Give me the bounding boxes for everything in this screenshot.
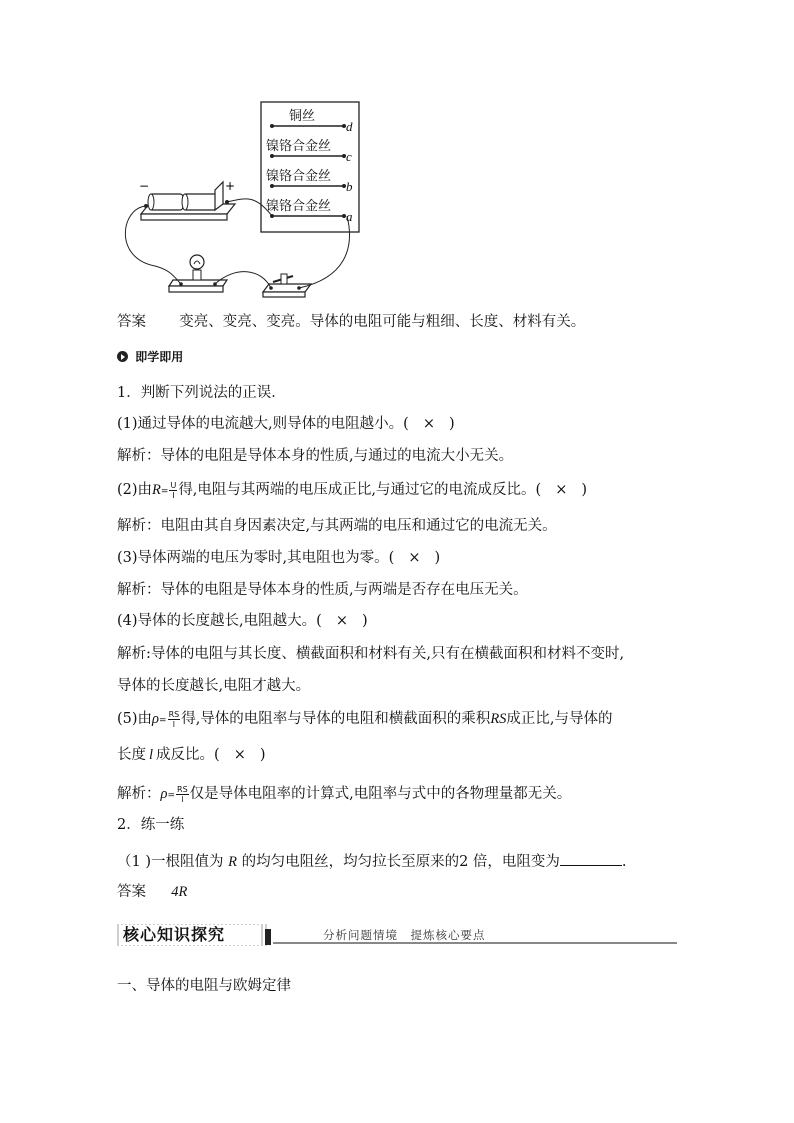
cross-mark: × (233, 747, 246, 763)
q1-analysis-4-line1: 解析:导体的电阻与其长度、横截面积和材料有关,只有在横截面积和材料不变时, (117, 646, 625, 662)
terminal-c: c (346, 149, 352, 164)
formula-fraction: $\frac{U}{I}$ (170, 480, 177, 500)
q2-item-1: （1 )一根阻值为 R 的均匀电阻丝，均匀拉长至原来的2 倍，电阻变为 . (117, 851, 627, 872)
heading-1: 一、导体的电阻与欧姆定律 (117, 978, 291, 994)
q2-answer: 答案 4R (117, 884, 188, 900)
section-banner (117, 924, 677, 946)
q1-analysis-4-line2: 导体的长度越长,电阻才越大。 (117, 678, 311, 694)
cross-mark: × (555, 482, 568, 498)
practice-header (117, 348, 183, 365)
wire-label-copper: 铜丝 (289, 109, 316, 124)
section-title: 核心知识探究 (123, 925, 226, 944)
q1-title: 1．判断下列说法的正误． (117, 385, 286, 401)
answer-label: 答案 (117, 314, 146, 330)
cross-mark: × (408, 550, 421, 566)
q1-analysis-3: 解析：导体的电阻是导体本身的性质,与两端是否存在电压无关。 (117, 582, 528, 598)
wire-label-nichrome-3: 镍铬合金丝 (266, 199, 332, 214)
q1-item-1: (1)通过导体的电流越大,则导体的电阻越小。( × ) (117, 416, 455, 432)
q1-item-3: (3)导体两端的电压为零时,其电阻也为零。( × ) (117, 550, 441, 566)
answer-blank (560, 851, 622, 866)
terminal-b: b (346, 179, 353, 194)
q1-item-2: (2)由R= $\frac{U}{I}$ 得,电阻与其两端的电压成正比,与通过它的电流成反比。( × ) (117, 480, 588, 500)
q1-analysis-2: 解析：电阻由其自身因素决定,与其两端的电压和通过它的电流无关。 (117, 518, 557, 534)
wire-label-nichrome-2: 镍铬合金丝 (266, 169, 332, 184)
circuit-figure (115, 98, 365, 304)
battery-minus: − (139, 179, 150, 193)
q1-item-5-line2: 长度 l 成反比。( × ) (117, 747, 266, 763)
q1-item-5: (5)由ρ= $\frac{RS}{l}$ 得,导体的电阻率与导体的电阻和横截面积的乘积RS成正比,与导体的 (117, 709, 613, 729)
terminal-d: d (346, 119, 353, 134)
wire-label-nichrome-1: 镍铬合金丝 (266, 139, 332, 154)
q2-title: 2．练一练 (117, 817, 185, 833)
q1-analysis-1: 解析：导体的电阻是导体本身的性质,与通过的电流大小无关。 (117, 448, 514, 464)
terminal-a: a (346, 209, 353, 224)
answer-text: 变亮、变亮、变亮。导体的电阻可能与粗细、长度、材料有关。 (179, 314, 586, 330)
cross-mark: × (422, 416, 435, 432)
battery-plus: + (225, 179, 236, 193)
cross-mark: × (335, 613, 348, 629)
q1-analysis-5: 解析：ρ= $\frac{RS}{l}$ 仅是导体电阻率的计算式,电阻率与式中的各物理量都无关。 (117, 784, 572, 804)
lamp (169, 255, 227, 292)
play-circle-icon (117, 351, 128, 362)
formula-fraction: $\frac{RS}{l}$ (177, 784, 188, 804)
practice-header-text: 即学即用 (135, 350, 184, 364)
q1-item-4: (4)导体的长度越长,电阻越大。( × ) (117, 613, 368, 629)
section-subtitle: 分析问题情境 提炼核心要点 (323, 928, 486, 942)
battery (141, 182, 235, 220)
answer-line (117, 312, 585, 332)
formula-fraction: $\frac{RS}{l}$ (168, 709, 180, 729)
